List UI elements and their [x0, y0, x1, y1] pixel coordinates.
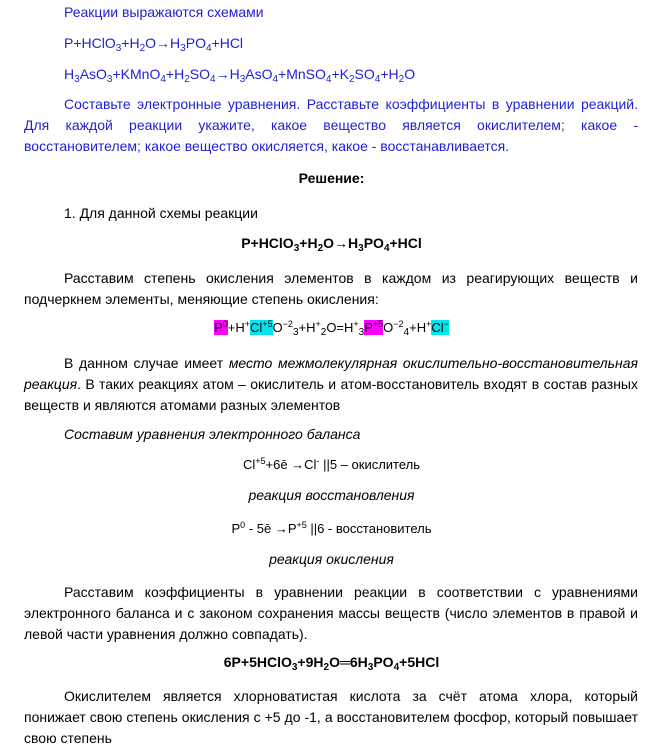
oxidation-label: реакция окисления: [269, 551, 394, 567]
task-instructions: Составьте электронные уравнения. Расставьте коэффициенты в уравнении реакций. Для каждой реакции укажите, какое вещество является окислителем; какое - восстановителем; какое вещество окисляется, какое - восстанавливается.: [24, 96, 638, 154]
oxidation-intro-paragraph: Расставим степень окисления элементов в каждом из реагирующих веществ и подчеркнем элементы, меняющие степень окисления:: [24, 270, 638, 307]
equation-bold: $P+HClO_3+H_2O\to H_3PO_4+HCl$: [241, 235, 422, 254]
chloride-highlight: Cl−: [431, 319, 449, 335]
oxidation-state-equation: $P^0+H^+Cl^{+5}O^{-2}_3+H^+_2O=H^+_3P^{+5}O^{-2}_4+H^+Cl^-$: [214, 319, 449, 338]
reduction-label: реакция восстановления: [248, 487, 415, 503]
reaction-type-paragraph: В данном случае имеет место межмолекулярная окислительно-восстановительная реакция. В таких реакциях атом – окислитель и атом-восстановитель входят в состав разных веществ и являются атомами разных элементов: [24, 355, 638, 413]
balance-heading: Составим уравнения электронного баланса: [64, 426, 361, 442]
half-reaction-oxidation: $P^0$ - 5ē $\to P^{+5}$ ||6 - восстановитель: [231, 520, 432, 536]
solution-heading: Решение:: [298, 170, 365, 186]
phosphorus-product-highlight: $P^{+5}$: [364, 319, 384, 335]
conclusion-paragraph: Окислителем является хлорноватистая кислота за счёт атома хлора, который понижает свою степень окисления с +5 до -1, а восстановителем фосфор, который повышает свою степень: [24, 688, 638, 746]
task-equation-1: $P+HClO_3+H_2O\to H_3PO_4+HCl$: [64, 35, 244, 54]
phosphorus-highlight: $P^0$: [214, 319, 228, 335]
step-1-text: 1. Для данной схемы реакции: [64, 205, 258, 221]
chlorine-highlight: $Cl^{+5}$: [250, 319, 273, 335]
task-equation-2: $H_3AsO_3+KMnO_4+H_2SO_4\to H_3AsO_4+MnSO_4+K_2SO_4+H_2O$: [64, 66, 416, 85]
final-equation: $6P+5HClO_3+9H_2O═6H_3PO_4+5HCl$: [223, 654, 440, 673]
half-reaction-reduction: $Cl^{+5}+6ē \to Cl^-$ ||5 – окислитель: [242, 456, 421, 472]
coefficients-paragraph: Расставим коэффициенты в уравнении реакции в соответствии с уравнениями электронного баланса и с законом сохранения массы веществ (число элементов в правой и левой части уравнения должно совпадать).: [24, 584, 638, 642]
task-intro: Реакции выражаются схемами: [64, 4, 264, 20]
